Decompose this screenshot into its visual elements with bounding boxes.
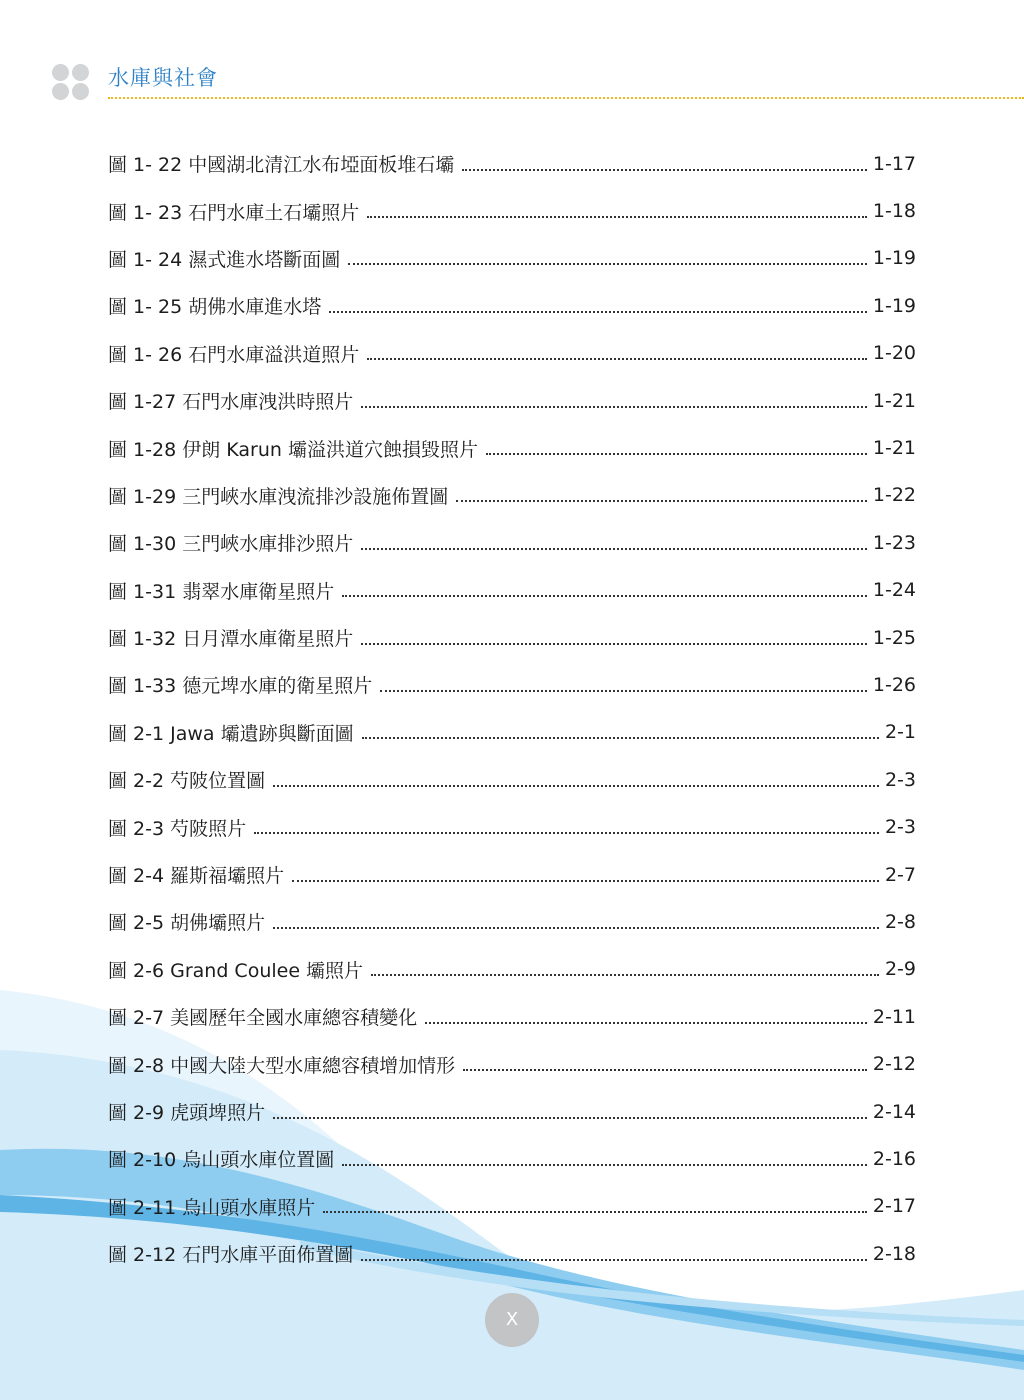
toc-entry[interactable] [108,851,916,898]
toc-dot-leader [361,1259,867,1261]
toc-entry-label: 圖 2-6 Grand Coulee 壩照片 [108,959,364,982]
toc-entry-label: 圖 1-33 德元埤水庫的衛星照片 [108,675,373,698]
toc-dot-leader [361,548,867,550]
toc-entry-label: 圖 2-4 羅斯福壩照片 [108,865,285,888]
toc-dot-leader [371,974,879,976]
toc-entry-page: 2-7 [884,863,916,886]
toc-entry-page: 2-14 [872,1100,916,1123]
toc-dot-leader [462,169,867,171]
toc-entry-label: 圖 1-32 日月潭水庫衛星照片 [108,628,354,651]
toc-entry-page: 2-11 [872,1005,916,1028]
toc-entry-label: 圖 2-8 中國大陸大型水庫總容積增加情形 [108,1054,456,1077]
toc-dot-leader [323,1211,867,1213]
toc-entry[interactable] [108,1230,916,1277]
header-dotted-rule [108,97,1024,99]
toc-entry[interactable] [108,946,916,993]
toc-entry[interactable] [108,140,916,187]
page-header [0,0,1024,110]
toc-entry-page: 2-1 [884,721,916,744]
toc-entry[interactable] [108,330,916,377]
toc-entry[interactable] [108,567,916,614]
toc-dot-leader [273,1117,867,1119]
toc-dot-leader [348,263,867,265]
toc-entry-page: 1-20 [872,342,916,365]
toc-entry-label: 圖 2-2 芍陂位置圖 [108,770,266,793]
toc-dot-leader [273,785,879,787]
toc-dot-leader [342,595,867,597]
toc-dot-leader [367,216,867,218]
toc-entry-label: 圖 2-10 烏山頭水庫位置圖 [108,1149,335,1172]
toc-dot-leader [292,880,879,882]
toc-dot-leader [425,1022,867,1024]
toc-entry-label: 圖 2-11 烏山頭水庫照片 [108,1196,316,1219]
toc-entry-page: 1-19 [872,294,916,317]
toc-dot-leader [380,690,867,692]
toc-entry[interactable] [108,282,916,329]
toc-entry[interactable] [108,756,916,803]
toc-entry-label: 圖 2-12 石門水庫平面佈置圖 [108,1244,354,1267]
toc-entry-label: 圖 1-31 翡翠水庫衛星照片 [108,580,335,603]
toc-entry-page: 2-3 [884,768,916,791]
toc-entry-page: 1-23 [872,531,916,554]
toc-entry-label: 圖 1-29 三門峽水庫洩流排沙設施佈置圖 [108,485,449,508]
toc-entry[interactable] [108,993,916,1040]
toc-entry[interactable] [108,1040,916,1087]
toc-entry-label: 圖 1- 23 石門水庫土石壩照片 [108,201,360,224]
toc-dot-leader [361,406,867,408]
toc-entry-page: 1-25 [872,626,916,649]
toc-entry-label: 圖 2-7 美國歷年全國水庫總容積變化 [108,1007,418,1030]
toc-entry-page: 2-9 [884,958,916,981]
toc-entry-page: 1-22 [872,484,916,507]
toc-entry-label: 圖 1-27 石門水庫洩洪時照片 [108,391,354,414]
toc-entry-page: 2-17 [872,1195,916,1218]
toc-entry-label: 圖 2-9 虎頭埤照片 [108,1102,266,1124]
toc-entry-label: 圖 2-1 Jawa 壩遺跡與斷面圖 [108,722,354,745]
toc-dot-leader [463,1069,867,1071]
toc-dot-leader [486,453,867,455]
toc-dot-leader [254,832,879,834]
toc-entry-page: 2-8 [884,910,916,933]
toc-entry-label: 圖 1- 24 濕式進水塔斷面圖 [108,248,341,271]
header-title: 水庫與社會 [108,66,218,90]
toc-entry-page: 1-26 [872,673,916,696]
toc-entry-label: 圖 1- 22 中國湖北清江水布埡面板堆石壩 [108,154,455,177]
toc-entry-page: 1-24 [872,579,916,602]
toc-dot-leader [329,311,867,313]
toc-entry-page: 1-21 [872,389,916,412]
toc-entry-label: 圖 1- 25 胡佛水庫進水塔 [108,296,322,319]
toc-entry[interactable] [108,187,916,234]
toc-entry[interactable] [108,898,916,945]
toc-entry-page: 2-3 [884,816,916,839]
toc-entry-page: 1-18 [872,200,916,223]
toc-entry-page: 1-17 [872,152,916,175]
toc-entry-label: 圖 1- 26 石門水庫溢洪道照片 [108,343,360,366]
toc-dot-leader [273,927,879,929]
toc-entry[interactable] [108,519,916,566]
toc-entry[interactable] [108,377,916,424]
toc-entry-page: 2-16 [872,1147,916,1170]
toc-entry[interactable] [108,1088,916,1135]
toc-entry-page: 1-21 [872,437,916,460]
toc-entry-label: 圖 1-28 伊朗 Karun 壩溢洪道穴蝕損毀照片 [108,438,478,461]
toc-entry[interactable] [108,424,916,471]
toc-dot-leader [342,1164,867,1166]
table-of-figures [108,140,916,1277]
dots-logo-icon [52,64,92,104]
toc-dot-leader [361,643,867,645]
toc-entry[interactable] [108,472,916,519]
toc-entry[interactable] [108,1135,916,1182]
toc-entry[interactable] [108,235,916,282]
toc-entry[interactable] [108,661,916,708]
toc-entry[interactable] [108,709,916,756]
toc-entry-page: 2-12 [872,1053,916,1076]
toc-dot-leader [456,500,867,502]
toc-dot-leader [367,358,867,360]
toc-dot-leader [362,737,879,739]
toc-entry[interactable] [108,803,916,850]
toc-entry-label: 圖 1-30 三門峽水庫排沙照片 [108,533,354,556]
toc-entry-label: 圖 2-5 胡佛壩照片 [108,912,266,935]
toc-entry[interactable] [108,614,916,661]
toc-entry-page: 2-18 [872,1242,916,1265]
toc-entry-page: 1-19 [872,247,916,270]
page-number-badge: X [485,1293,539,1347]
toc-entry[interactable] [108,1183,916,1230]
toc-entry-label: 圖 2-3 芍陂照片 [108,817,247,840]
